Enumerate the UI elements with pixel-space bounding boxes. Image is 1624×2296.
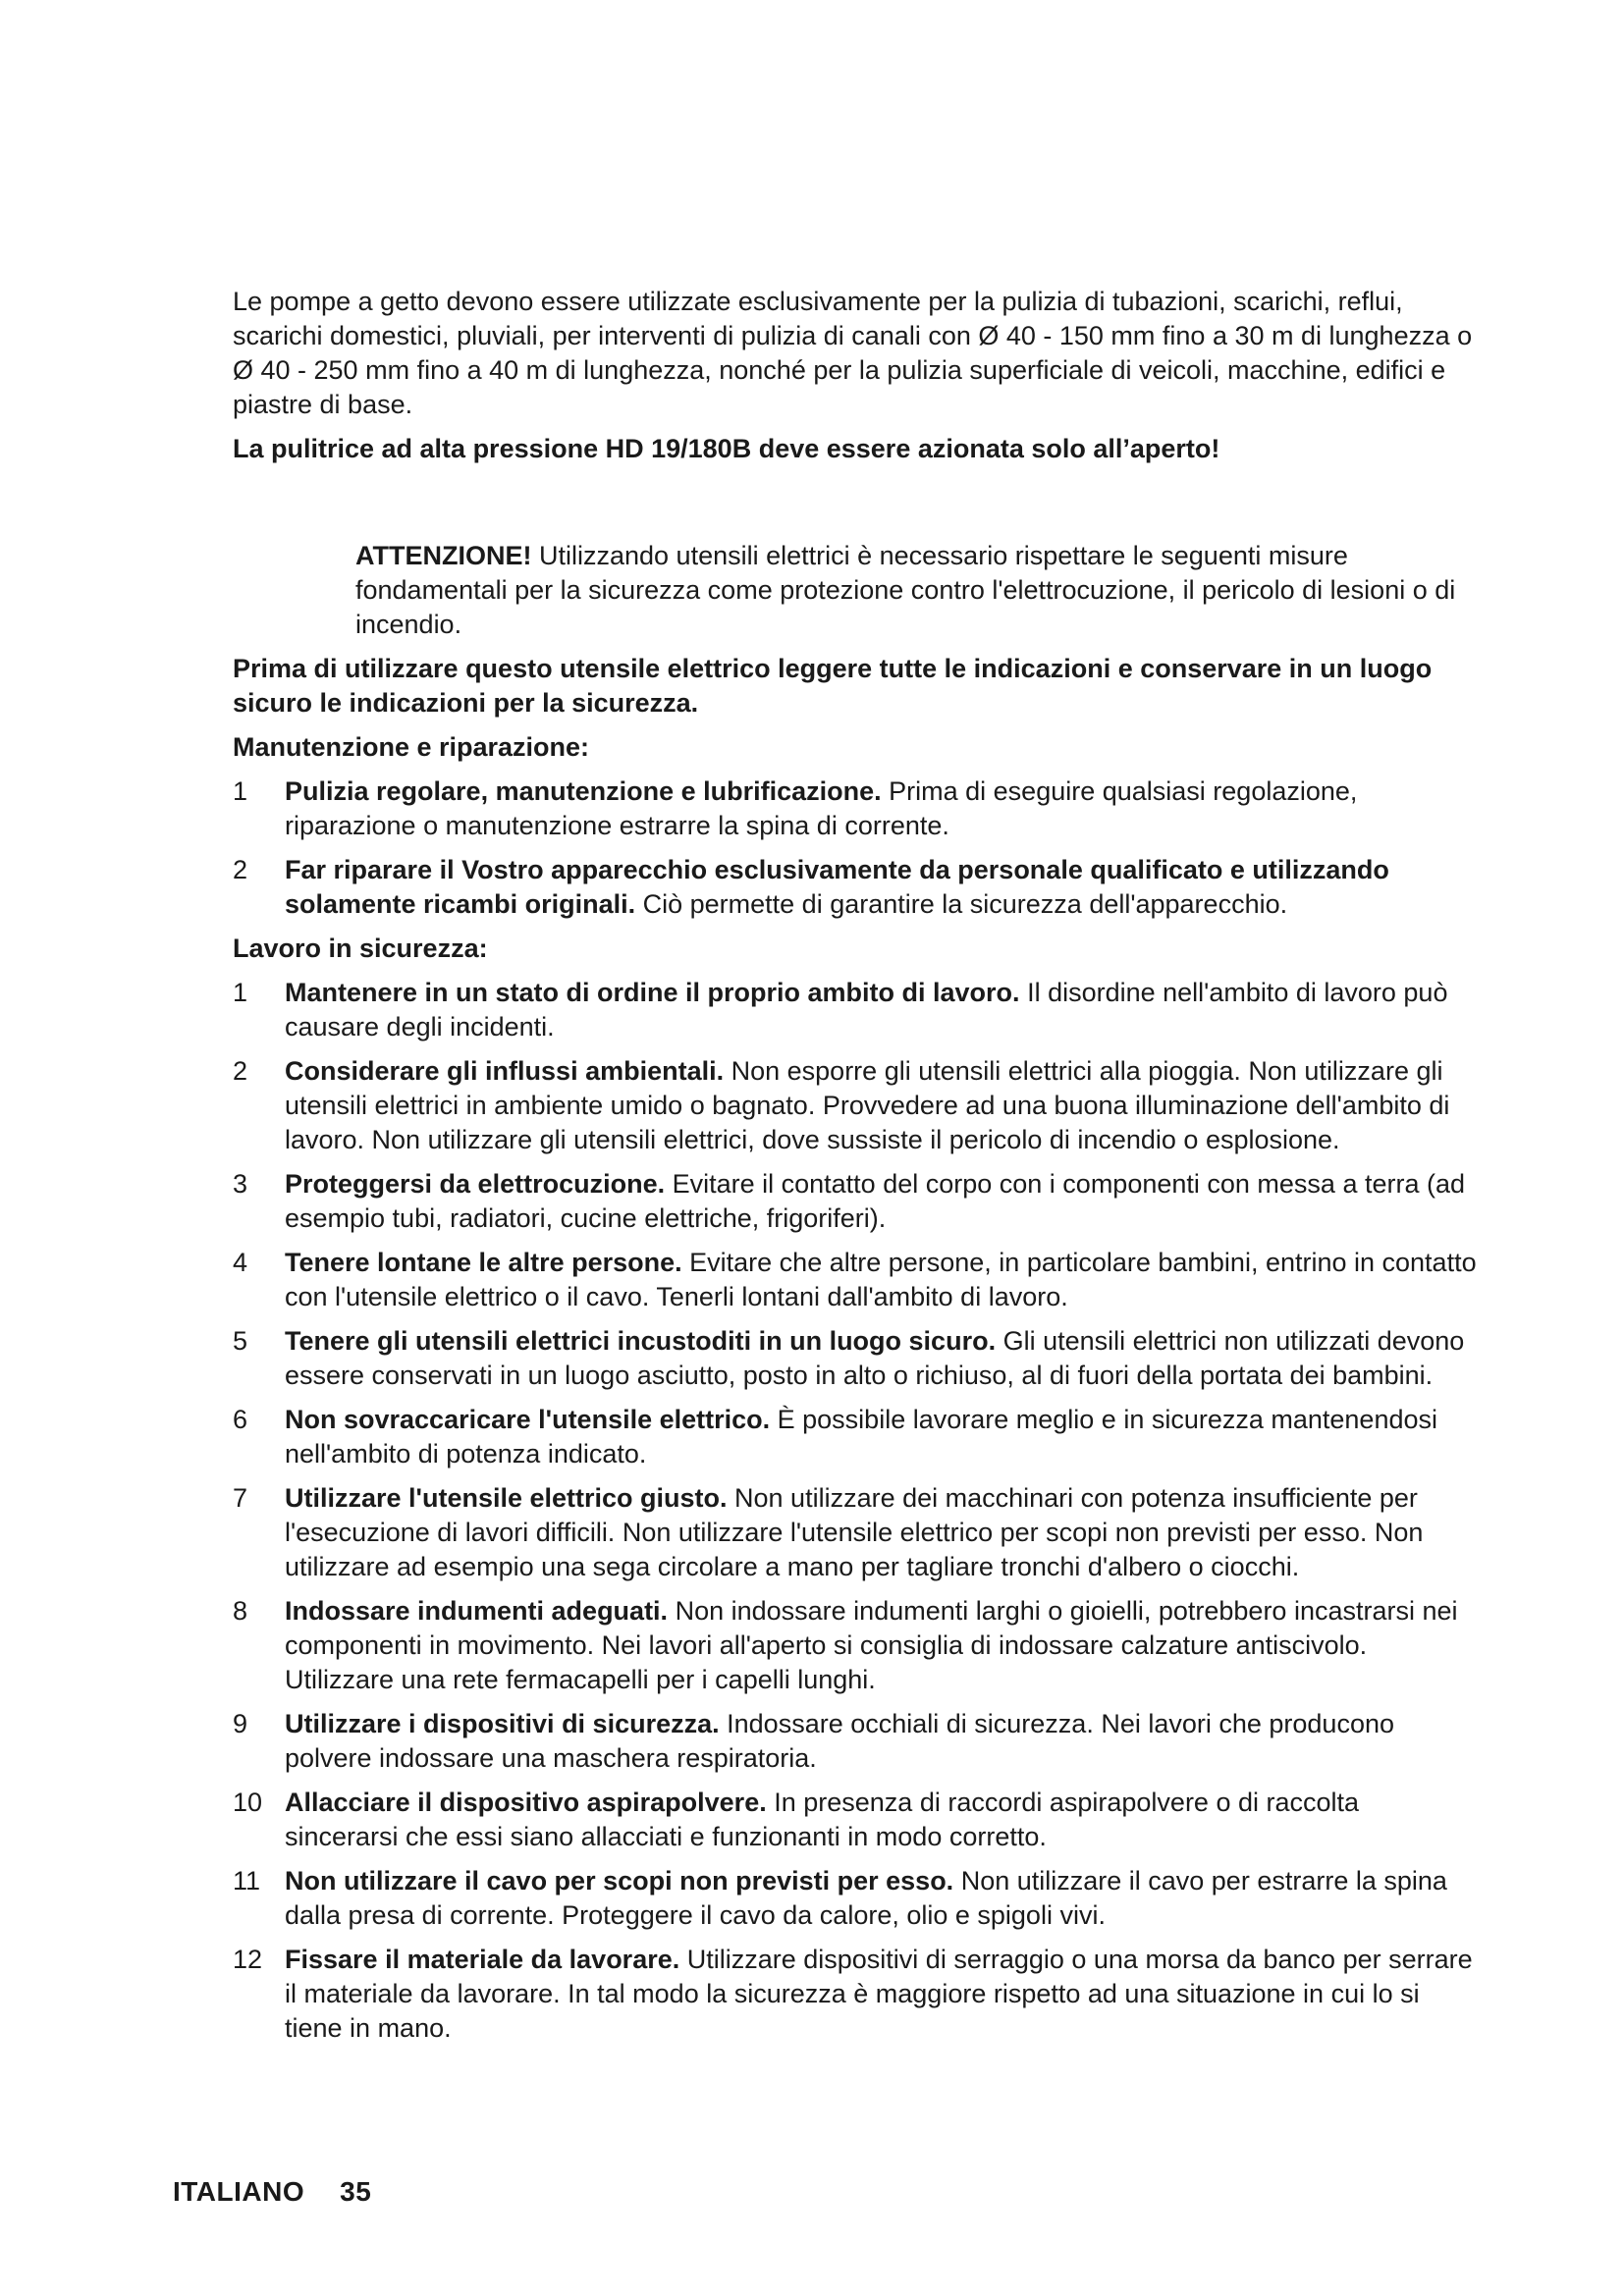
item-body bbox=[285, 1864, 1480, 1933]
item-text: Evitare che altre persone, in particolare bambini, entrino in contatto con l'utensile elettrico o il cavo. Tenerli lontani dall'ambito di lavoro. bbox=[285, 1248, 1477, 1311]
item-number: 10 bbox=[233, 1788, 263, 1817]
item-body bbox=[285, 1943, 1480, 2046]
list-item bbox=[233, 1167, 1480, 1236]
list-item bbox=[233, 1594, 1480, 1697]
item-title: Fissare il materiale da lavorare. bbox=[285, 1945, 680, 1974]
list-item bbox=[233, 1054, 1480, 1157]
list-item bbox=[233, 1324, 1480, 1393]
list-item bbox=[233, 1864, 1480, 1933]
item-title: Far riparare il Vostro apparecchio esclusivamente da personale qualificato e utilizzando solamente ricambi originali. bbox=[285, 855, 1389, 919]
item-number: 4 bbox=[233, 1248, 248, 1277]
item-number: 2 bbox=[233, 855, 248, 884]
item-text: Utilizzare dispositivi di serraggio o una morsa da banco per serrare il materiale da lavorare. In tal modo la sicurezza è maggiore rispetto ad una situazione in cui lo si tiene in mano. bbox=[285, 1945, 1473, 2043]
item-title: Pulizia regolare, manutenzione e lubrificazione. bbox=[285, 776, 882, 806]
item-title: Proteggersi da elettrocuzione. bbox=[285, 1169, 666, 1199]
item-text: In presenza di raccordi aspirapolvere o di raccolta sincerarsi che essi siano allacciati e funzionanti in modo corretto. bbox=[285, 1788, 1360, 1851]
item-number: 2 bbox=[233, 1056, 248, 1086]
item-body bbox=[285, 1246, 1480, 1314]
maintenance-list bbox=[233, 774, 1480, 922]
item-body bbox=[285, 774, 1480, 843]
item-number: 5 bbox=[233, 1326, 248, 1356]
item-text: Non utilizzare il cavo per estrarre la spina dalla presa di corrente. Proteggere il cavo da calore, olio e spigoli vivi. bbox=[285, 1866, 1447, 1930]
item-number: 6 bbox=[233, 1405, 248, 1434]
item-body bbox=[285, 976, 1480, 1044]
list-item bbox=[233, 976, 1480, 1044]
item-number: 11 bbox=[233, 1866, 261, 1896]
item-body bbox=[285, 1786, 1480, 1854]
list-item bbox=[233, 853, 1480, 922]
list-item bbox=[233, 1481, 1480, 1584]
item-number: 9 bbox=[233, 1709, 248, 1738]
item-body bbox=[285, 1167, 1480, 1236]
attention-text: Utilizzando utensili elettrici è necessario rispettare le seguenti misure fondamentali per la sicurezza come protezione contro l'elettrocuzione, il pericolo di lesioni o di incendio. bbox=[355, 541, 1456, 639]
list-item bbox=[233, 1707, 1480, 1776]
outdoor-warning: La pulitrice ad alta pressione HD 19/180B deve essere azionata solo all’aperto! bbox=[233, 434, 1220, 463]
item-number: 1 bbox=[233, 978, 248, 1007]
item-body bbox=[285, 1403, 1480, 1471]
item-title: Tenere lontane le altre persone. bbox=[285, 1248, 682, 1277]
item-title: Non utilizzare il cavo per scopi non previsti per esso. bbox=[285, 1866, 954, 1896]
footer-language: ITALIANO bbox=[173, 2176, 305, 2207]
list-item bbox=[233, 1943, 1480, 2046]
item-body bbox=[285, 1481, 1480, 1584]
item-body bbox=[285, 1324, 1480, 1393]
item-title: Utilizzare l'utensile elettrico giusto. bbox=[285, 1483, 728, 1513]
document-body bbox=[233, 285, 1480, 2056]
item-title: Non sovraccaricare l'utensile elettrico. bbox=[285, 1405, 771, 1434]
list-item bbox=[233, 1786, 1480, 1854]
item-text: Il disordine nell'ambito di lavoro può causare degli incidenti. bbox=[285, 978, 1448, 1041]
item-number: 1 bbox=[233, 776, 248, 806]
item-title: Utilizzare i dispositivi di sicurezza. bbox=[285, 1709, 720, 1738]
item-number: 7 bbox=[233, 1483, 248, 1513]
item-text: Prima di eseguire qualsiasi regolazione, riparazione o manutenzione estrarre la spina di corrente. bbox=[285, 776, 1358, 840]
safe-work-list bbox=[233, 976, 1480, 2046]
item-body bbox=[285, 1054, 1480, 1157]
item-body bbox=[285, 853, 1480, 922]
safe-work-heading: Lavoro in sicurezza: bbox=[233, 934, 488, 963]
item-number: 3 bbox=[233, 1169, 248, 1199]
item-title: Considerare gli influssi ambientali. bbox=[285, 1056, 725, 1086]
intro-paragraph: Le pompe a getto devono essere utilizzate esclusivamente per la pulizia di tubazioni, scarichi, reflui, scarichi domestici, pluviali, per interventi di pulizia di canali con Ø 40 - 150 mm fino a 30 m di lunghezza o Ø 40 - 250 mm fino a 40 m di lunghezza, nonché per la pulizia superficiale di veicoli, macchine, edifici e piastre di base. bbox=[233, 287, 1473, 419]
item-text: Non esporre gli utensili elettrici alla pioggia. Non utilizzare gli utensili elettrici in ambiente umido o bagnato. Provvedere ad una buona illuminazione dell'ambito di lavoro. Non utilizzare gli utensili elettrici, dove sussiste il pericolo di incendio o esplosione. bbox=[285, 1056, 1450, 1154]
read-first-notice: Prima di utilizzare questo utensile elettrico leggere tutte le indicazioni e conservare in un luogo sicuro le indicazioni per la sicurezza. bbox=[233, 654, 1433, 718]
item-body bbox=[285, 1594, 1480, 1697]
item-title: Mantenere in un stato di ordine il proprio ambito di lavoro. bbox=[285, 978, 1020, 1007]
list-item bbox=[233, 1246, 1480, 1314]
maintenance-heading: Manutenzione e riparazione: bbox=[233, 732, 590, 762]
item-text: Evitare il contatto del corpo con i componenti con messa a terra (ad esempio tubi, radiatori, cucine elettriche, frigoriferi). bbox=[285, 1169, 1466, 1233]
attention-paragraph bbox=[355, 539, 1480, 642]
item-text: È possibile lavorare meglio e in sicurezza mantenendosi nell'ambito di potenza indicato. bbox=[285, 1405, 1437, 1468]
attention-label: ATTENZIONE! bbox=[355, 541, 532, 570]
item-body bbox=[285, 1707, 1480, 1776]
page-footer bbox=[173, 2176, 371, 2208]
page-number: 35 bbox=[340, 2176, 372, 2207]
list-item bbox=[233, 774, 1480, 843]
item-text: Ciò permette di garantire la sicurezza dell'apparecchio. bbox=[635, 889, 1288, 919]
list-item bbox=[233, 1403, 1480, 1471]
item-title: Tenere gli utensili elettrici incustoditi in un luogo sicuro. bbox=[285, 1326, 997, 1356]
item-number: 12 bbox=[233, 1945, 263, 1974]
item-text: Non indossare indumenti larghi o gioielli, potrebbero incastrarsi nei componenti in movimento. Nei lavori all'aperto si consiglia di indossare calzature antiscivolo. Utilizzare una rete fermacapelli per i capelli lunghi. bbox=[285, 1596, 1458, 1694]
item-number: 8 bbox=[233, 1596, 248, 1626]
item-title: Indossare indumenti adeguati. bbox=[285, 1596, 669, 1626]
item-title: Allacciare il dispositivo aspirapolvere. bbox=[285, 1788, 767, 1817]
item-text: Indossare occhiali di sicurezza. Nei lavori che producono polvere indossare una maschera respiratoria. bbox=[285, 1709, 1394, 1773]
item-text: Non utilizzare dei macchinari con potenza insufficiente per l'esecuzione di lavori difficili. Non utilizzare l'utensile elettrico per scopi non previsti per esso. Non utilizzare ad esempio una sega circolare a mano per tagliare tronchi d'albero o ciocchi. bbox=[285, 1483, 1424, 1581]
item-text: Gli utensili elettrici non utilizzati devono essere conservati in un luogo asciutto, posto in alto o richiuso, al di fuori della portata dei bambini. bbox=[285, 1326, 1465, 1390]
